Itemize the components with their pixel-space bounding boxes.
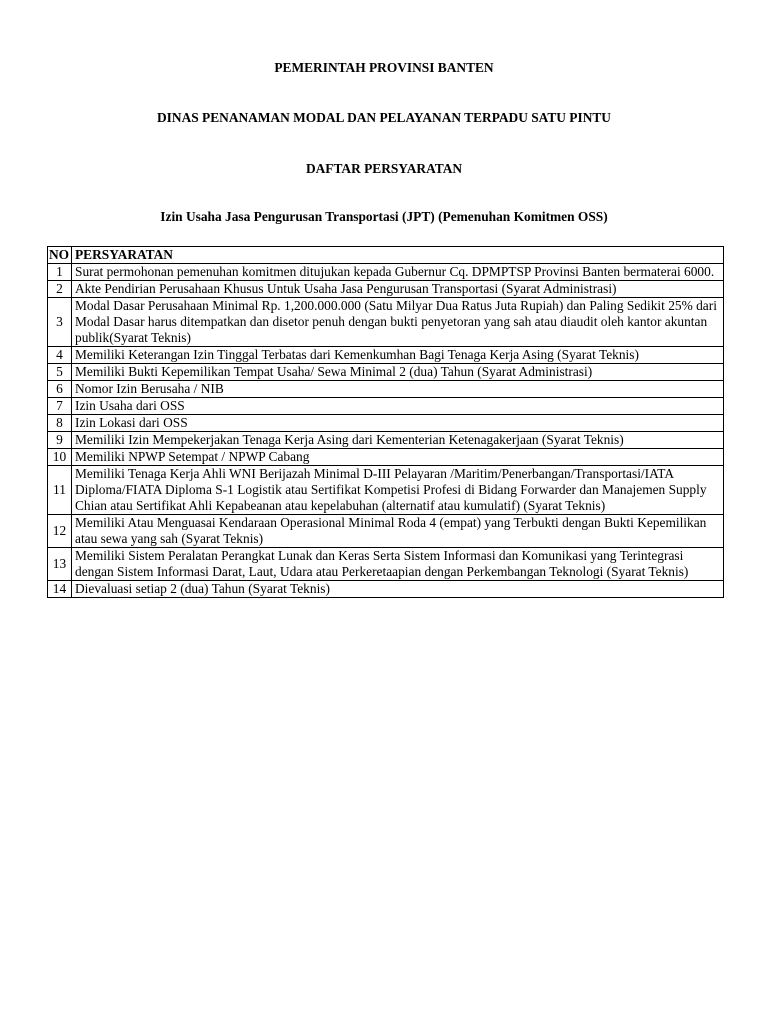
permit-title: Izin Usaha Jasa Pengurusan Transportasi (JPT) (Pemenuhan Komitmen OSS) [160,209,608,224]
requirement-text: Memiliki Bukti Kepemilikan Tempat Usaha/ Sewa Minimal 2 (dua) Tahun (Syarat Administrasi) [72,364,724,381]
requirement-text: Memiliki Izin Mempekerjakan Tenaga Kerja Asing dari Kementerian Ketenagakerjaan (Syarat Teknis) [72,432,724,449]
table-row [48,347,724,364]
row-number: 3 [48,298,72,347]
table-row [48,381,724,398]
table-row [48,581,724,598]
table-row [48,449,724,466]
table-row [48,398,724,415]
government-heading: PEMERINTAH PROVINSI BANTEN [274,60,494,75]
requirement-text: Izin Usaha dari OSS [72,398,724,415]
table-row [48,281,724,298]
requirement-text: Izin Lokasi dari OSS [72,415,724,432]
requirement-text: Memiliki Atau Menguasai Kendaraan Operasional Minimal Roda 4 (empat) yang Terbukti dengan Bukti Kepemilikan atau sewa yang sah (Syarat Teknis) [72,515,724,548]
row-number: 14 [48,581,72,598]
table-row [48,364,724,381]
requirement-text: Memiliki Sistem Peralatan Perangkat Lunak dan Keras Serta Sistem Informasi dan Komunikasi yang Terintegrasi dengan Sistem Informasi Darat, Laut, Udara atau Perkeretaapian dengan Perkembangan Teknologi (Syarat Teknis) [72,548,724,581]
table-row [48,515,724,548]
agency-heading: DINAS PENANAMAN MODAL DAN PELAYANAN TERPADU SATU PINTU [157,110,611,125]
requirement-text: Memiliki NPWP Setempat / NPWP Cabang [72,449,724,466]
row-number: 7 [48,398,72,415]
column-header-no: NO [48,247,72,264]
table-row [48,415,724,432]
requirement-text: Memiliki Keterangan Izin Tinggal Terbatas dari Kemenkumhan Bagi Tenaga Kerja Asing (Syarat Teknis) [72,347,724,364]
row-number: 8 [48,415,72,432]
row-number: 12 [48,515,72,548]
column-header-requirement: PERSYARATAN [72,247,724,264]
document-title: DAFTAR PERSYARATAN [305,161,463,176]
row-number: 13 [48,548,72,581]
row-number: 6 [48,381,72,398]
row-number: 1 [48,264,72,281]
requirement-text: Akte Pendirian Perusahaan Khusus Untuk Usaha Jasa Pengurusan Transportasi (Syarat Administrasi) [72,281,724,298]
table-header-row [48,247,724,264]
requirement-text: Nomor Izin Berusaha / NIB [72,381,724,398]
row-number: 4 [48,347,72,364]
table-row [48,466,724,515]
table-row [48,298,724,347]
row-number: 5 [48,364,72,381]
table-row [48,432,724,449]
requirement-text: Surat permohonan pemenuhan komitmen ditujukan kepada Gubernur Cq. DPMPTSP Provinsi Banten bermaterai 6000. [72,264,724,281]
table-row [48,548,724,581]
row-number: 10 [48,449,72,466]
row-number: 9 [48,432,72,449]
requirement-text: Dievaluasi setiap 2 (dua) Tahun (Syarat Teknis) [72,581,724,598]
row-number: 2 [48,281,72,298]
row-number: 11 [48,466,72,515]
requirement-text: Modal Dasar Perusahaan Minimal Rp. 1,200.000.000 (Satu Milyar Dua Ratus Juta Rupiah) dan Paling Sedikit 25% dari Modal Dasar harus ditempatkan dan disetor penuh dengan bukti penyetoran yang sah atau diaudit oleh kantor akuntan publik(Syarat Teknis) [72,298,724,347]
requirements-table [47,246,724,598]
table-row [48,264,724,281]
requirement-text: Memiliki Tenaga Kerja Ahli WNI Berijazah Minimal D-III Pelayaran /Maritim/Penerbangan/Transportasi/IATA Diploma/FIATA Diploma S-1 Logistik atau Sertifikat Kompetisi Profesi di Bidang Forwarder dan Manajemen Supply Chian atau Sertifikat Ahli Kepabeanan atau kepelabuhan (alternatif atau kumulatif) (Syarat Teknis) [72,466,724,515]
